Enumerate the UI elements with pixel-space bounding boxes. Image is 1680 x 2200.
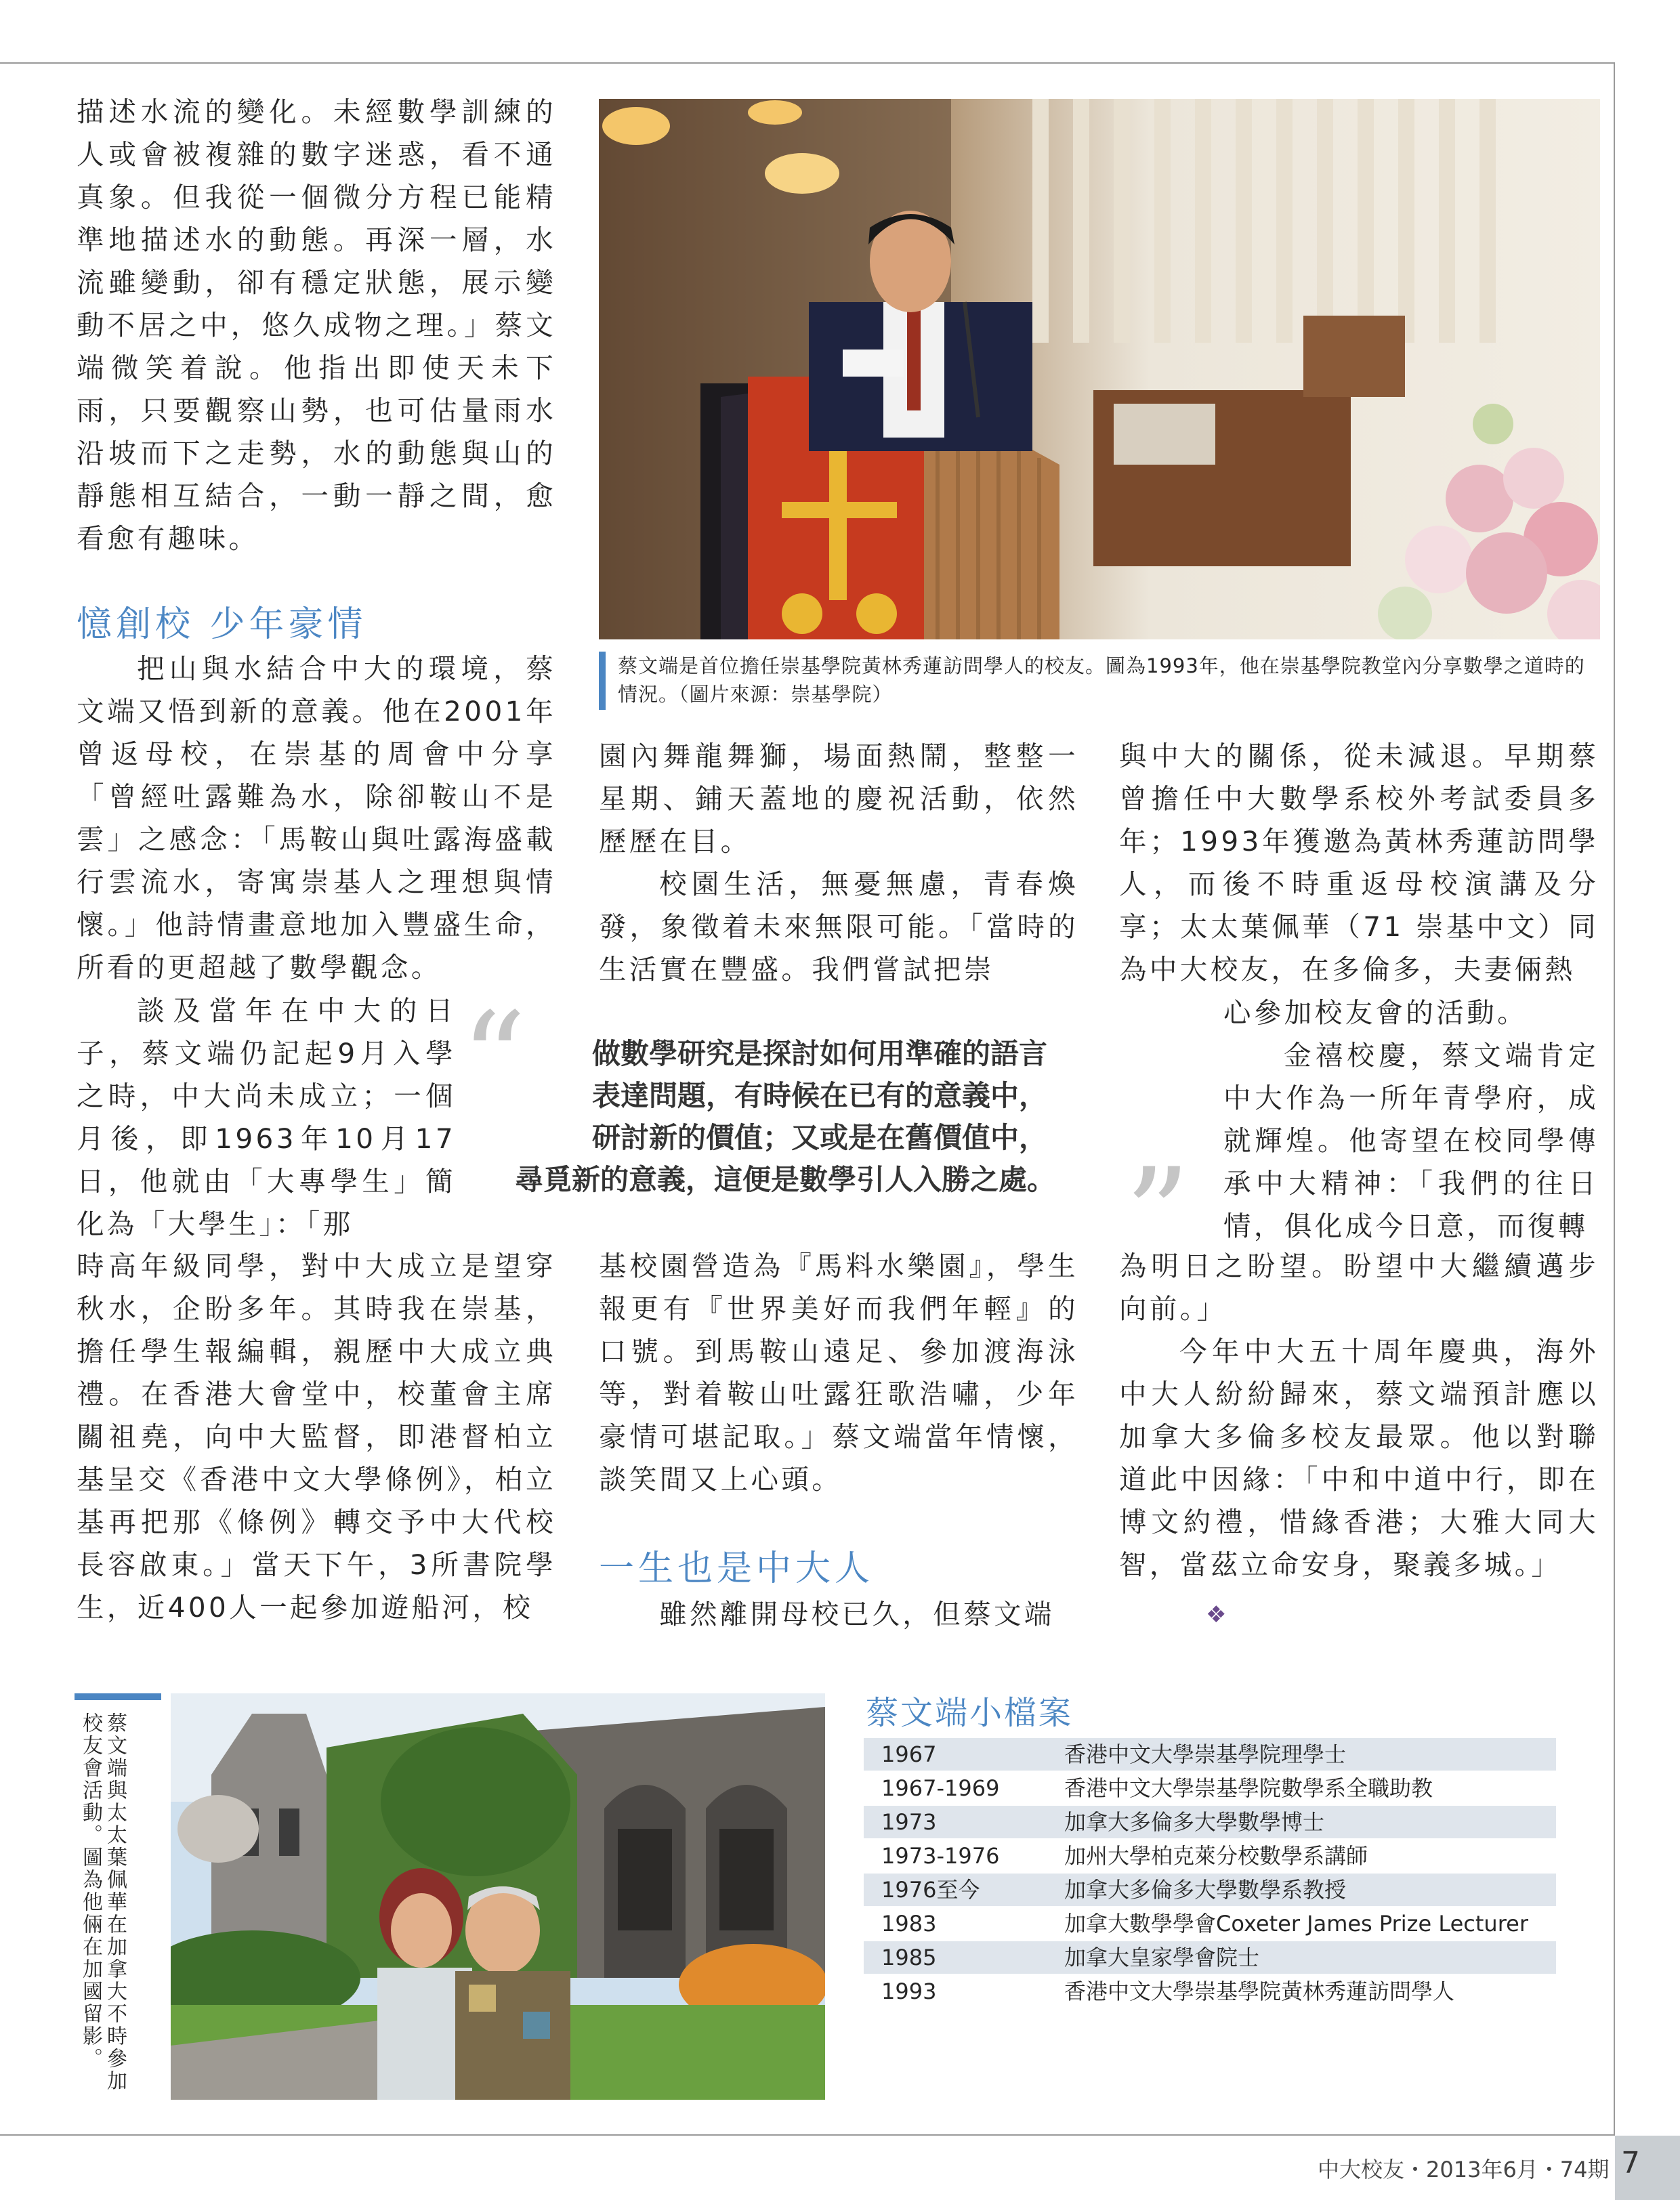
profile-year: 1983 [881, 1911, 937, 1937]
col1-paragraph-1: 描述水流的變化。未經數學訓練的人或會被複雜的數字迷惑，看不通真象。但我從一個微分方程已能精準地描述水的動態。再深一層，水流雖變動，卻有穩定狀態，展示變動不居之中，悠久成物之理。」蔡文端微笑着說。他指出即使天未下雨，只要觀察山勢，也可估量雨水沿坡而下之走勢，水的動態與山的靜態相互結合，一動一靜之間，愈看愈有趣味。 [77, 96, 556, 555]
caption-photo2: 蔡文端與太太葉佩華在加拿大不時參加校友會活動。圖為他倆在加國留影。 [79, 1712, 127, 2092]
photo-lecture-image [599, 99, 1600, 639]
col1-paragraph-3: 談及當年在中大的日子，蔡文端仍記起9月入學之時，中大尚未成立；一個月後，即1963年10月17日，他就由「大專學生」簡化為「大學生」：「那 [77, 994, 456, 1240]
profile-year: 1967 [881, 1741, 937, 1767]
col2-paragraph-1: 園內舞龍舞獅，場面熱鬧，整整一星期、鋪天蓋地的慶祝活動，依然歷歷在目。 校園生活，無憂無慮，青春煥發，象徵着未來無限可能。「當時的生活實在豐盛。我們嘗試把崇 [599, 740, 1078, 986]
photo-lecture-podium [599, 99, 1600, 639]
col3-paragraph-1b: 心參加校友會的活動。 [1223, 996, 1528, 1029]
col3-paragraph-1: 與中大的關係，從未減退。早期蔡曾擔任中大數學系校外考試委員多年；1993年獲邀為黃林秀蓮訪問學人，而後不時重返母校演講及分享；太太葉佩華（71 崇基中文）同為中大校友，在多倫多，夫妻倆熱 [1119, 740, 1599, 986]
end-mark-icon: ❖ [1206, 1601, 1227, 1628]
section-heading-founding: 憶創校 少年豪情 [77, 604, 367, 645]
profile-desc: 加拿大多倫多大學數學博士 [1064, 1809, 1325, 1835]
profile-row [864, 1975, 1556, 2008]
profile-desc: 加拿大多倫多大學數學系教授 [1064, 1877, 1347, 1903]
col2-paragraph-4: 雖然離開母校已久，但蔡文端 [659, 1598, 1055, 1630]
col2-paragraph-3: 基校園營造為『馬料水樂園』，學生報更有『世界美好而我們年輕』的口號。到馬鞍山遠足、參加渡海泳等，對着鞍山吐露狂歌浩嘯，少年豪情可堪記取。」蔡文端當年情懷，談笑間又上心頭。 [599, 1250, 1078, 1496]
quote-close-mark: ” [1125, 1141, 1191, 1290]
profile-row [864, 1840, 1556, 1872]
pull-quote-last-line: 尋覓新的意義，這便是數學引人入勝之處。 [515, 1163, 1056, 1196]
caption-bar-photo1 [599, 652, 606, 710]
section-heading-lifelong: 一生也是中大人 [599, 1548, 875, 1589]
page-number: 7 [1621, 2146, 1640, 2180]
profile-year: 1967-1969 [881, 1775, 1000, 1801]
page-frame-top [0, 62, 1615, 64]
profile-year: 1973-1976 [881, 1843, 1000, 1869]
caption-photo1: 蔡文端是首位擔任崇基學院黃林秀蓮訪問學人的校友。圖為1993年，他在崇基學院教堂內分享數學之道時的情況。（圖片來源：崇基學院） [618, 654, 1585, 706]
profile-year: 1985 [881, 1945, 937, 1970]
profile-desc: 香港中文大學崇基學院數學系全職助教 [1064, 1775, 1433, 1801]
profile-desc: 香港中文大學崇基學院黃林秀蓮訪問學人 [1064, 1979, 1455, 2004]
profile-row [864, 1738, 1556, 1771]
col3-paragraph-2: 金禧校慶，蔡文端肯定中大作為一所年青學府，成就輝煌。他寄望在校同學傳承中大精神：「我們的往日情，俱化成今日意，而復轉 [1223, 1039, 1599, 1242]
quote-open-mark: “ [461, 985, 527, 1135]
profile-desc: 加州大學柏克萊分校數學系講師 [1064, 1843, 1368, 1869]
profile-row [864, 1941, 1556, 1974]
footer-publication: 中大校友・2013年6月・74期 [1318, 2157, 1610, 2182]
profile-desc: 加拿大皇家學會院士 [1064, 1945, 1260, 1970]
profile-row [864, 1772, 1556, 1804]
col1-paragraph-2: 把山與水結合中大的環境，蔡文端又悟到新的意義。他在2001年曾返母校，在崇基的周會中分享「曾經吐露難為水，除卻鞍山不是雲」之感念：「馬鞍山與吐露海盛載行雲流水，寄寓崇基人之理想與情懷。」他詩情畫意地加入豐盛生命，所看的更超越了數學觀念。 [77, 652, 556, 983]
caption-bar-photo2 [75, 1693, 161, 1700]
profile-year: 1973 [881, 1809, 937, 1835]
page-frame-bottom [0, 2134, 1615, 2136]
profile-year: 1976至今 [881, 1877, 980, 1903]
profile-desc: 香港中文大學崇基學院理學士 [1064, 1741, 1347, 1767]
pull-quote: 做數學研究是探討如何用準確的語言 表達問題，有時候在已有的意義中， 研討新的價值；又或是在舊價值中， [591, 1037, 1047, 1154]
page-frame-right [1614, 62, 1615, 2135]
profile-row [864, 1907, 1556, 1940]
col3-paragraph-3: 為明日之盼望。盼望中大繼續邁步向前。」 今年中大五十周年慶典，海外中大人紛紛歸來，蔡文端預計應以加拿大多倫多校友最眾。他以對聯道此中因緣：「中和中道中行，即在博文約禮，惜緣香港；大雅大同大智，當茲立命安身，聚義多城。」 [1119, 1250, 1599, 1581]
photo-couple-image [171, 1693, 825, 2100]
profile-year: 1993 [881, 1979, 937, 2004]
profile-row [864, 1874, 1556, 1906]
profile-desc: 加拿大數學學會Coxeter James Prize Lecturer [1064, 1911, 1529, 1937]
col1-paragraph-4: 時高年級同學，對中大成立是望穿秋水，企盼多年。其時我在崇基，擔任學生報編輯，親歷中大成立典禮。在香港大會堂中，校董會主席關祖堯，向中大監督，即港督柏立基呈交《香港中文大學條例》，柏立基再把那《條例》轉交予中大代校長容啟東。」當天下午，3所書院學生，近400人一起參加遊船河，校 [77, 1250, 556, 1624]
photo-couple-campus [171, 1693, 825, 2100]
profile-row [864, 1806, 1556, 1838]
profile-title: 蔡文端小檔案 [866, 1694, 1074, 1732]
